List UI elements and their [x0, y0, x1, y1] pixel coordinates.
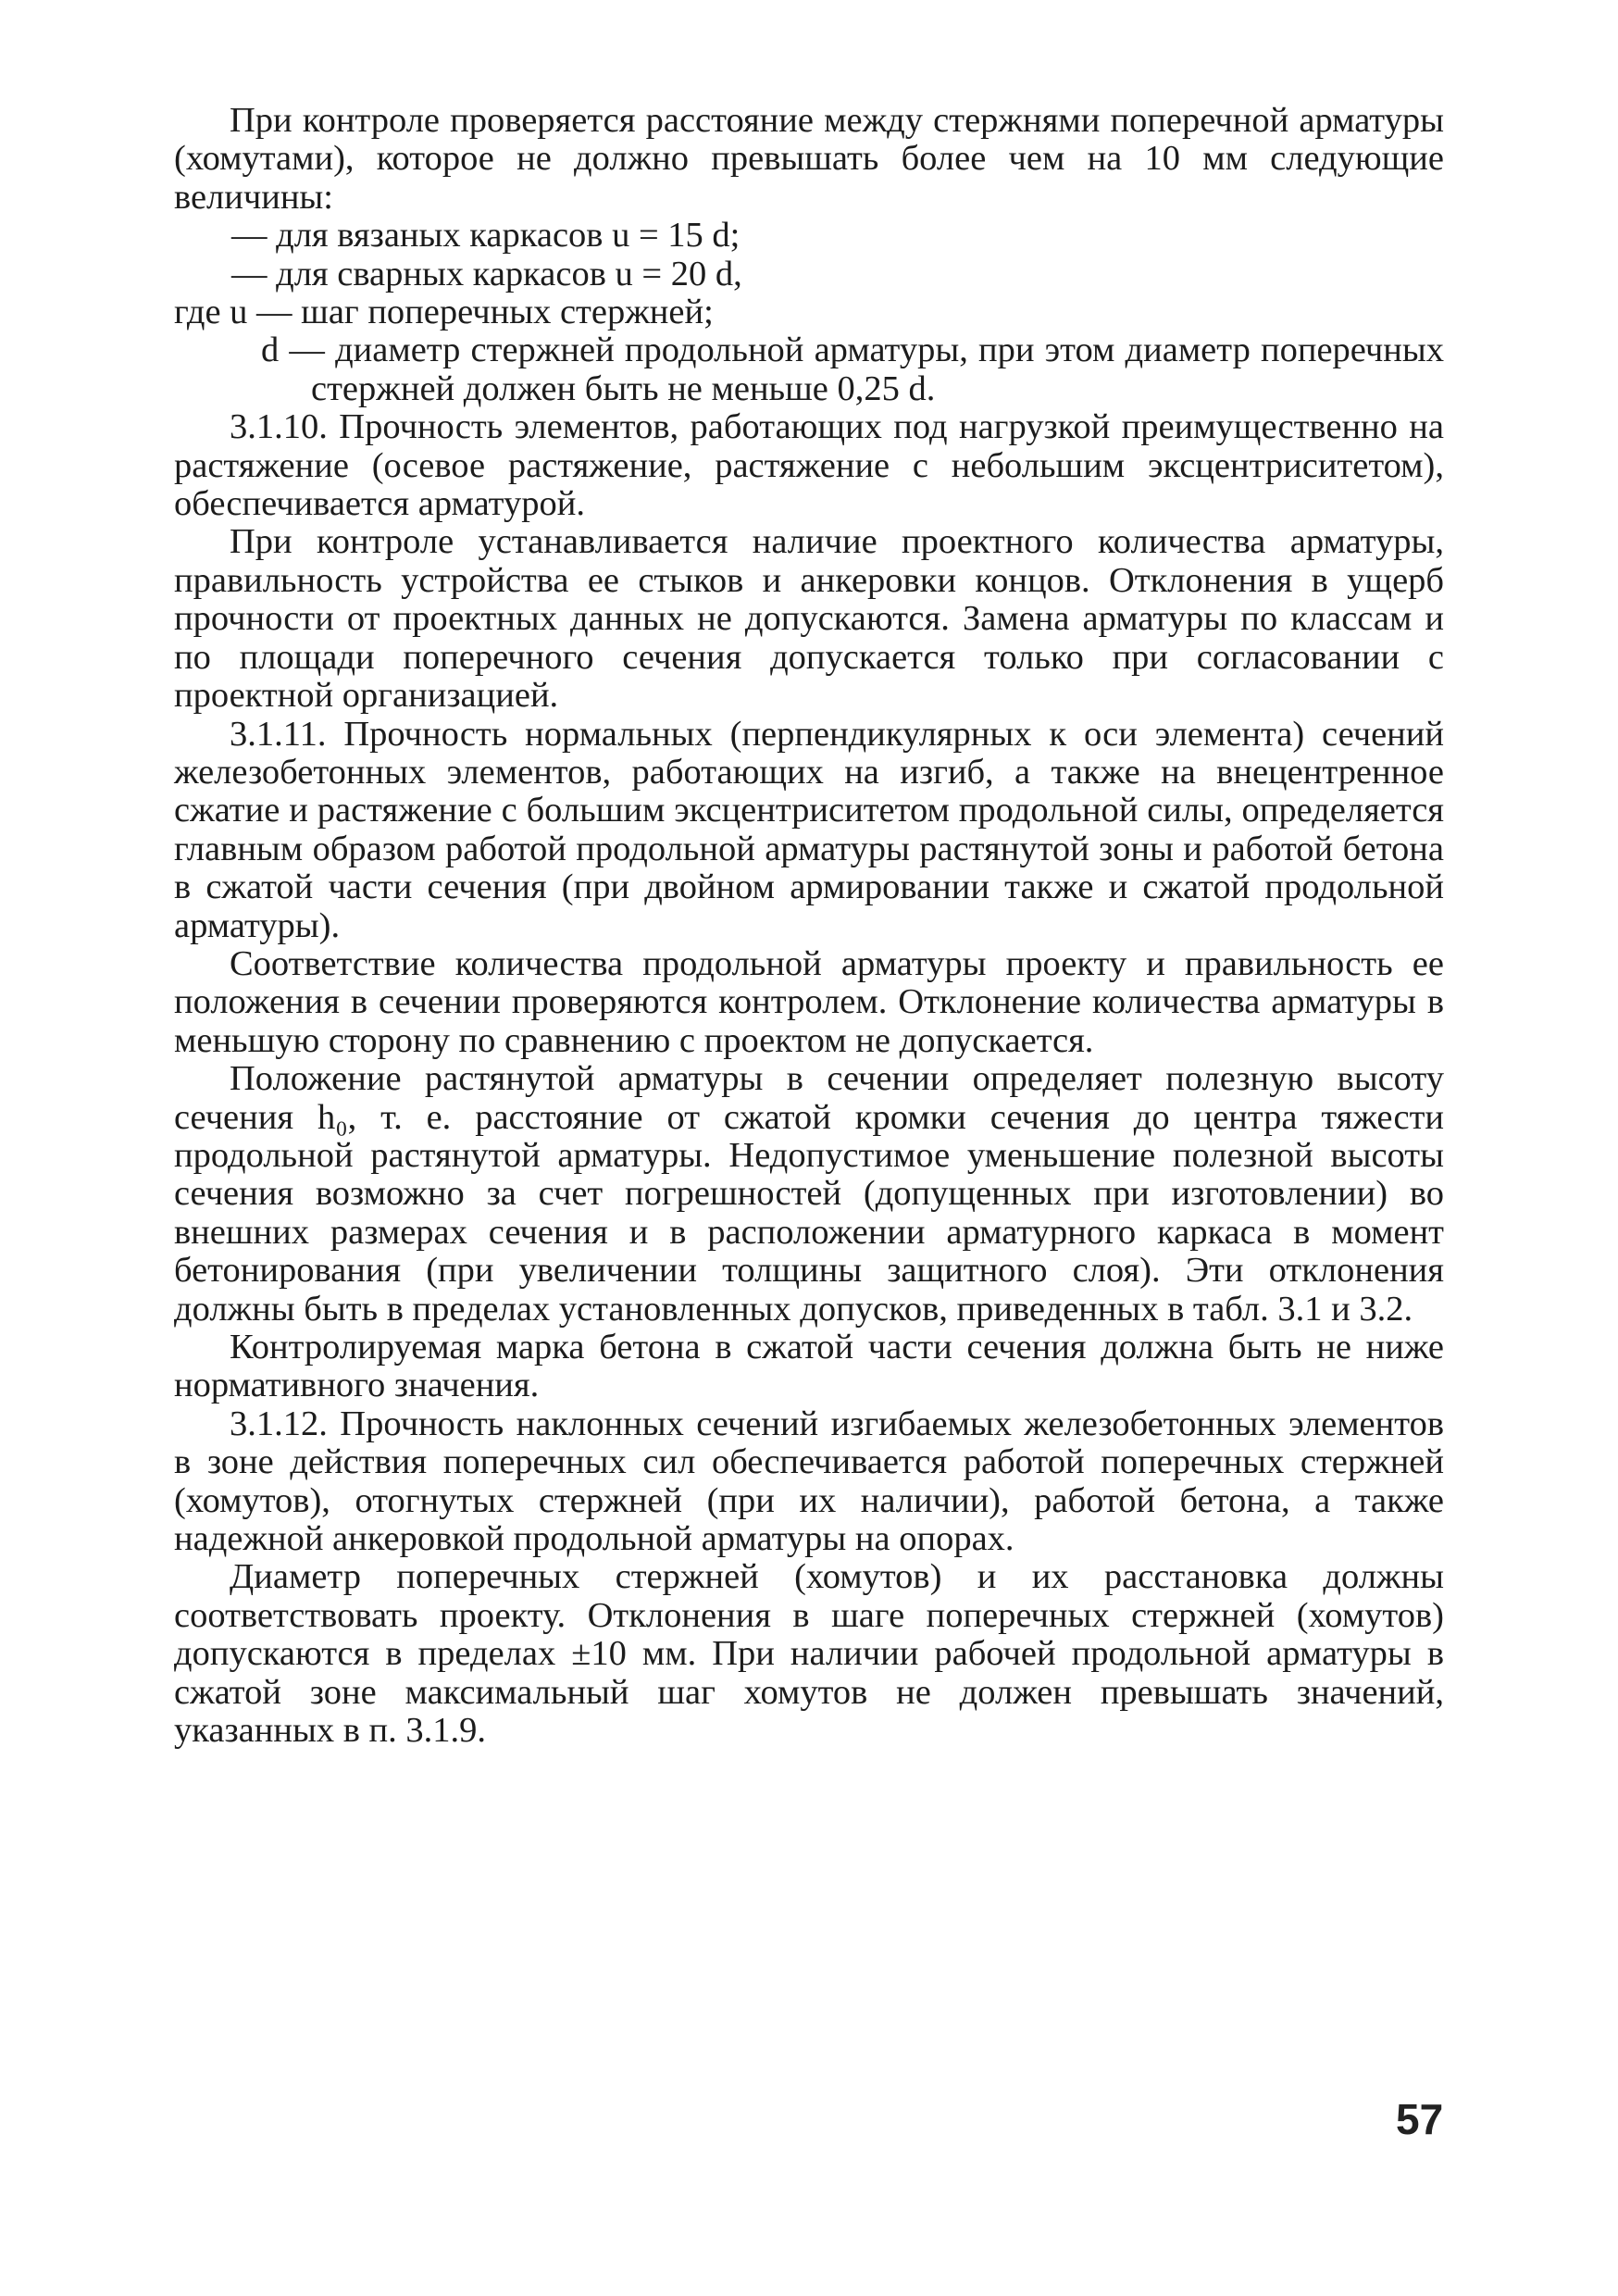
list-item-tied-frames: — для вязаных каркасов u = 15 d; — [231, 216, 741, 256]
text-block — [174, 102, 1444, 1750]
paragraph-3-1-11-conformity: Соответствие количества продольной арматуры проекту и правильность ее положения в сечении проверяются контролем. Отклонение количества арматуры в меньшую сторону по сравнению с проектом не допускается. — [174, 943, 1444, 1060]
paragraph-3-1-11-position: Положение растянутой арматуры в сечении определяет полезную высоту сечения h₀, т. е. расстояние от сжатой кромки сечения до центра тяжести продольной растянутой арматуры. Недопустимое уменьшение полезной высоты сечения возможно за счет погрешностей (допущенных при изготовлении) во внешних размерах сечения и в расположении арматурного каркаса в момент бетонирования (при увеличении толщины защитного слоя). Эти отклонения должны быть в пределах установленных допусков, приведенных в табл. 3.1 и 3.2. — [174, 1059, 1444, 1329]
definition-u: где u — шаг поперечных стержней; — [174, 293, 714, 332]
paragraph-3-1-11-grade: Контролируемая марка бетона в сжатой части сечения должна быть не ниже нормативного значения. — [174, 1328, 1444, 1405]
page-number: 57 — [1396, 2095, 1444, 2143]
paragraph-3-1-12-diameter: Диаметр поперечных стержней (хомутов) и их расстановка должны соответствовать проекту. Отклонения в шаге поперечных стержней (хомутов) допускаются в пределах ±10 мм. При наличии рабочей продольной арматуры в сжатой зоне максимальный шаг хомутов не должен превышать значений, указанных в п. 3.1.9. — [174, 1557, 1444, 1751]
definition-d: d — диаметр стержней продольной арматуры, при этом диаметр поперечных стержней должен быть не меньше 0,25 d. — [261, 331, 1444, 408]
paragraph-3-1-11: 3.1.11. Прочность нормальных (перпендикулярных к оси элемента) сечений железобетонных элементов, работающих на изгиб, а также на внецентренное сжатие и растяжение с большим эксцентриситетом продольной силы, определяется главным образом работой продольной арматуры растянутой зоны и работой бетона в сжатой части сечения (при двойном армировании также и сжатой продольной арматуры). — [174, 714, 1444, 945]
list-item-welded-frames: — для сварных каркасов u = 20 d, — [231, 254, 742, 293]
page-body — [174, 102, 1444, 1750]
paragraph-intro: При контроле проверяется расстояние между стержнями поперечной арматуры (хомутами), которое не должно превышать более чем на 10 мм следующие величины: — [174, 101, 1444, 217]
paragraph-3-1-10: 3.1.10. Прочность элементов, работающих под нагрузкой преимущественно на растяжение (осевое растяжение, растяжение с небольшим эксцентриситетом), обеспечивается арматурой. — [174, 407, 1444, 524]
paragraph-3-1-10-control: При контроле устанавливается наличие проектного количества арматуры, правильность устройства ее стыков и анкеровки концов. Отклонения в ущерб прочности от проектных данных не допускаются. Замена арматуры по классам и по площади поперечного сечения допускается только при согласовании с проектной организацией. — [174, 522, 1444, 716]
paragraph-3-1-12: 3.1.12. Прочность наклонных сечений изгибаемых железобетонных элементов в зоне действия поперечных сил обеспечивается работой поперечных стержней (хомутов), отогнутых стержней (при их наличии), работой бетона, а также надежной анкеровкой продольной арматуры на опорах. — [174, 1404, 1444, 1559]
